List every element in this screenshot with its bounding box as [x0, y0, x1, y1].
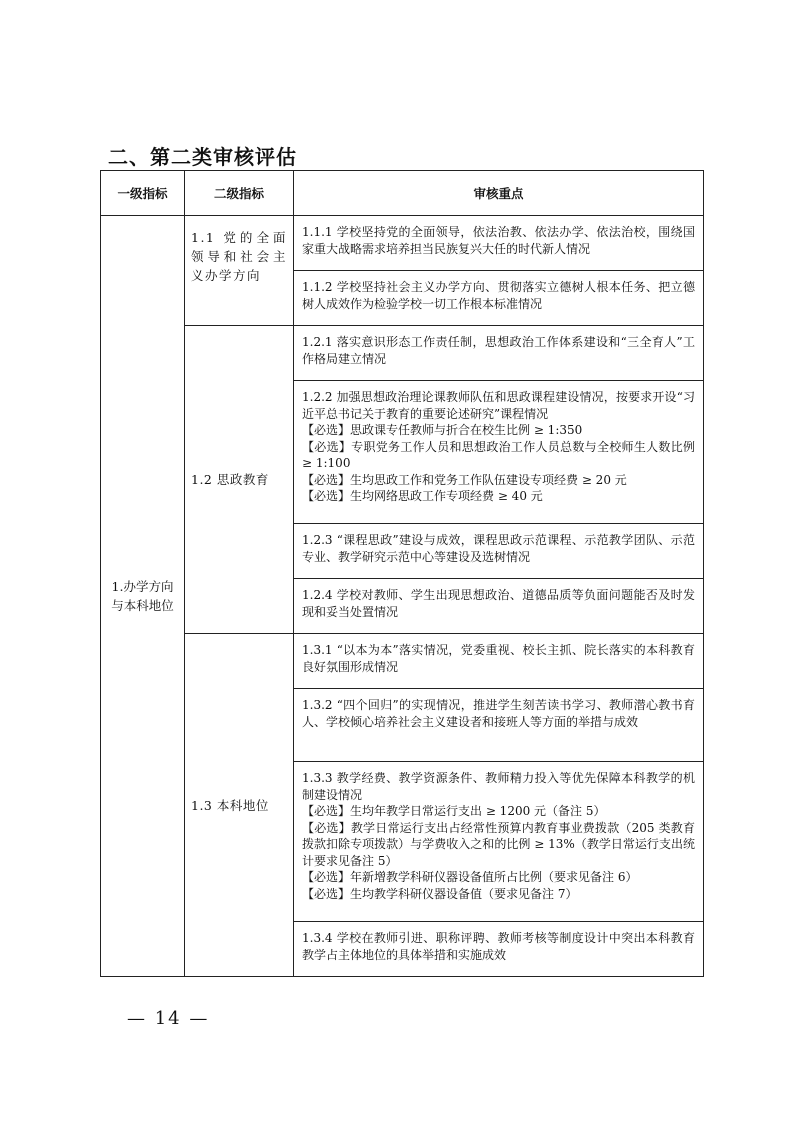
audit-table [100, 170, 704, 977]
level2-label: 1.1 党的全面领导和社会主义办学方向 [191, 230, 287, 283]
key-point-1-1-2: 1.1.2 学校坚持社会主义办学方向、贯彻落实立德树人根本任务、把立德树人成效作为检验学校一切工作根本标准情况 [294, 271, 704, 326]
section-title: 二、第二类审核评估 [108, 145, 297, 169]
header-level1: 一级指标 [101, 171, 185, 216]
level2-indicator-1-3 [185, 634, 294, 977]
table-row [101, 634, 704, 689]
required-item: 【必选】生均思政工作和党务工作队伍建设专项经费 ≥ 20 元 [302, 472, 627, 487]
key-point-1-2-3: 1.2.3 “课程思政”建设与成效，课程思政示范课程、示范教学团队、示范专业、教学研究示范中心等建设及选树情况 [294, 524, 704, 579]
required-item: 【必选】思政课专任教师与折合在校生比例 ≥ 1:350 [302, 423, 583, 437]
required-item: 【必选】生均教学科研仪器设备值（要求见备注 7） [302, 886, 578, 901]
required-item: 【必选】专职党务工作人员和思想政治工作人员总数与全校师生人数比例 ≥ 1:100 [302, 439, 695, 470]
key-point-1-1-1: 1.1.1 学校坚持党的全面领导，依法治教、依法办学、依法治校，围绕国家重大战略需求培养担当民族复兴大任的时代新人情况 [294, 216, 704, 271]
key-point-1-3-2: 1.3.2 “四个回归”的实现情况，推进学生刻苦读书学习、教师潜心教书育人、学校倾心培养社会主义建设者和接班人等方面的举措与成效 [294, 689, 704, 762]
table-row [101, 326, 704, 381]
level2-label: 1.2 思政教育 [191, 472, 269, 487]
level2-indicator-1-1 [185, 216, 294, 326]
key-point-1-3-1: 1.3.1 “以本为本”落实情况，党委重视、校长主抓、院长落实的本科教育良好氛围形成情况 [294, 634, 704, 689]
header-level2: 二级指标 [185, 171, 294, 216]
required-item: 【必选】教学日常运行支出占经常性预算内教育事业费拨款（205 类教育拨款扣除专项拨款）与学费收入之和的比例 ≥ 13%（教学日常运行支出统计要求见备注 5） [302, 820, 695, 868]
header-row [101, 171, 704, 216]
key-point-main: 1.3.3 教学经费、教学资源条件、教师精力投入等优先保障本科教学的机制建设情况 [302, 771, 695, 802]
required-item: 【必选】生均年教学日常运行支出 ≥ 1200 元（备注 5） [302, 804, 606, 818]
header-key-points: 审核重点 [294, 171, 704, 216]
level2-indicator-1-2 [185, 326, 294, 634]
key-point-main: 1.2.2 加强思想政治理论课教师队伍和思政课程建设情况，按要求开设“习近平总书记关于教育的重要论述研究”课程情况 [302, 390, 695, 421]
table-row [101, 216, 704, 271]
level2-label: 1.3 本科地位 [191, 797, 269, 813]
key-point-1-2-1: 1.2.1 落实意识形态工作责任制，思想政治工作体系建设和“三全育人”工作格局建立情况 [294, 326, 704, 381]
key-point-1-2-2 [294, 381, 704, 524]
key-point-1-3-4: 1.3.4 学校在教师引进、职称评聘、教师考核等制度设计中突出本科教育教学占主体地位的具体举措和实施成效 [294, 922, 704, 977]
key-point-1-2-4: 1.2.4 学校对教师、学生出现思想政治、道德品质等负面问题能否及时发现和妥当处置情况 [294, 579, 704, 634]
level1-indicator: 1.办学方向与本科地位 [101, 216, 185, 977]
required-item: 【必选】年新增教学科研仪器设备值所占比例（要求见备注 6） [302, 870, 638, 884]
required-item: 【必选】生均网络思政工作专项经费 ≥ 40 元 [302, 489, 543, 503]
key-point-1-3-3 [294, 762, 704, 922]
page-number: — 14 — [127, 1008, 210, 1029]
